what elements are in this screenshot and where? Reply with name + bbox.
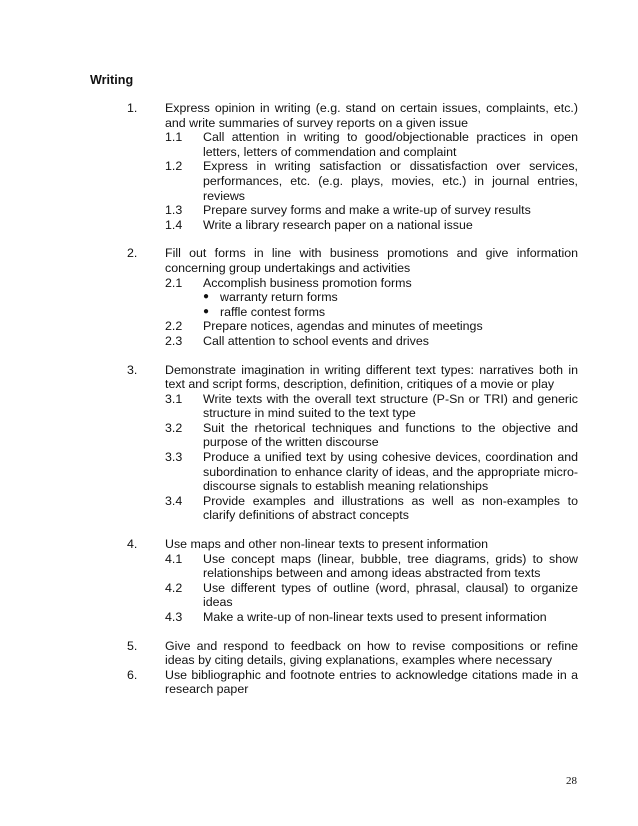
- sub-item: [165, 494, 578, 523]
- list-item: [0, 101, 638, 232]
- sub-item: [165, 334, 578, 349]
- item-text: Use maps and other non-linear texts to present information: [165, 537, 489, 552]
- sub-item: [165, 421, 578, 450]
- item-text: Use bibliographic and footnote entries to acknowledge citations made in a research paper: [165, 667, 578, 697]
- sub-item-number: 4.3: [165, 610, 183, 624]
- sub-item-number: 3.4: [165, 493, 183, 508]
- sub-item-number: 1.4: [165, 217, 183, 232]
- item-text: Express opinion in writing (e.g. stand on certain issues, complaints, etc.) and write summaries of survey reports on a given issue: [165, 101, 578, 130]
- sub-item-text: Accomplish business promotion forms: [203, 275, 412, 290]
- list-item: [0, 668, 638, 697]
- item-body: [165, 363, 578, 524]
- list-item: [0, 537, 638, 625]
- item-number: 5.: [127, 638, 138, 653]
- bullet-text: raffle contest forms: [220, 304, 326, 319]
- list-item: [0, 246, 638, 348]
- sub-item: [165, 159, 578, 203]
- sub-item: [165, 276, 578, 320]
- section-heading: Writing: [90, 73, 134, 87]
- sub-item: [165, 552, 578, 581]
- item-number: 4.: [127, 537, 138, 552]
- sub-item-text: Use different types of outline (word, phrasal, clausal) to organize ideas: [203, 580, 578, 610]
- sub-item-number: 3.1: [165, 391, 183, 406]
- sub-item: [165, 450, 578, 494]
- sub-item-text: Produce a unified text by using cohesive devices, coordination and subordination to enhance clarity of ideas, and the appropriate micro-discourse signals to establish meaning relationships: [203, 450, 578, 494]
- sub-item-number: 2.3: [165, 333, 183, 348]
- sub-item-text: Prepare notices, agendas and minutes of meetings: [203, 319, 483, 334]
- sub-item: [165, 319, 578, 334]
- item-number: 1.: [127, 101, 138, 115]
- sub-item: [165, 610, 578, 625]
- list-item: [0, 639, 638, 668]
- sub-item: [165, 130, 578, 159]
- sub-item-text: Express in writing satisfaction or dissatisfaction over services, performances, etc. (e.g. plays, movies, etc.) in journal entries, reviews: [203, 159, 578, 203]
- page-number: 28: [566, 775, 577, 787]
- item-body: [165, 537, 578, 625]
- bullet-item: [203, 290, 578, 305]
- item-text: Give and respond to feedback on how to revise compositions or refine ideas by citing details, giving explanations, examples where necessary: [165, 638, 578, 668]
- sub-item-text: Call attention in writing to good/objectionable practices in open letters, letters of commendation and complaint: [203, 130, 578, 159]
- sub-item-text: Make a write-up of non-linear texts used to present information: [203, 610, 547, 624]
- sub-item-text: Suit the rhetorical techniques and functions to the objective and purpose of the written discourse: [203, 420, 578, 450]
- item-number: 6.: [127, 667, 138, 682]
- item-body: [165, 246, 578, 348]
- sub-item-text: Use concept maps (linear, bubble, tree diagrams, grids) to show relationships between and among ideas abstracted from texts: [203, 551, 578, 581]
- item-text: Fill out forms in line with business promotions and give information concerning group undertakings and activities: [165, 246, 578, 275]
- item-text: Demonstrate imagination in writing different text types: narratives both in text and script forms, description, definition, critiques of a movie or play: [165, 362, 578, 392]
- bullet-icon: ●: [203, 291, 210, 303]
- item-body: [165, 639, 578, 668]
- sub-item-text: Write texts with the overall text structure (P-Sn or TRI) and generic structure in mind suited to the text type: [203, 391, 578, 421]
- item-number: 3.: [127, 362, 138, 377]
- bullet-list: [203, 290, 578, 319]
- sub-item-number: 1.2: [165, 159, 183, 174]
- sub-item-text: Write a library research paper on a national issue: [203, 217, 473, 232]
- sub-item-text: Call attention to school events and drives: [203, 333, 429, 348]
- sub-item-number: 4.2: [165, 580, 183, 595]
- item-body: [165, 101, 578, 232]
- list-item: [0, 363, 638, 524]
- sub-item-number: 3.3: [165, 450, 183, 465]
- sub-item-number: 1.3: [165, 203, 183, 218]
- sub-item: [165, 203, 578, 218]
- sub-item: [165, 218, 578, 233]
- sub-item-number: 2.2: [165, 319, 183, 334]
- sub-item-text: Provide examples and illustrations as well as non-examples to clarify definitions of abstract concepts: [203, 493, 578, 523]
- sub-item: [165, 392, 578, 421]
- competency-list: [0, 101, 638, 711]
- sub-item: [165, 581, 578, 610]
- sub-item-number: 3.2: [165, 420, 183, 435]
- bullet-icon: ●: [203, 305, 210, 317]
- sub-item-number: 4.1: [165, 551, 183, 566]
- bullet-text: warranty return forms: [220, 290, 338, 305]
- bullet-item: [203, 305, 578, 320]
- sub-item-number: 1.1: [165, 130, 183, 145]
- sub-item-number: 2.1: [165, 275, 183, 290]
- item-number: 2.: [127, 246, 138, 261]
- item-body: [165, 668, 578, 697]
- sub-item-text: Prepare survey forms and make a write-up of survey results: [203, 203, 531, 218]
